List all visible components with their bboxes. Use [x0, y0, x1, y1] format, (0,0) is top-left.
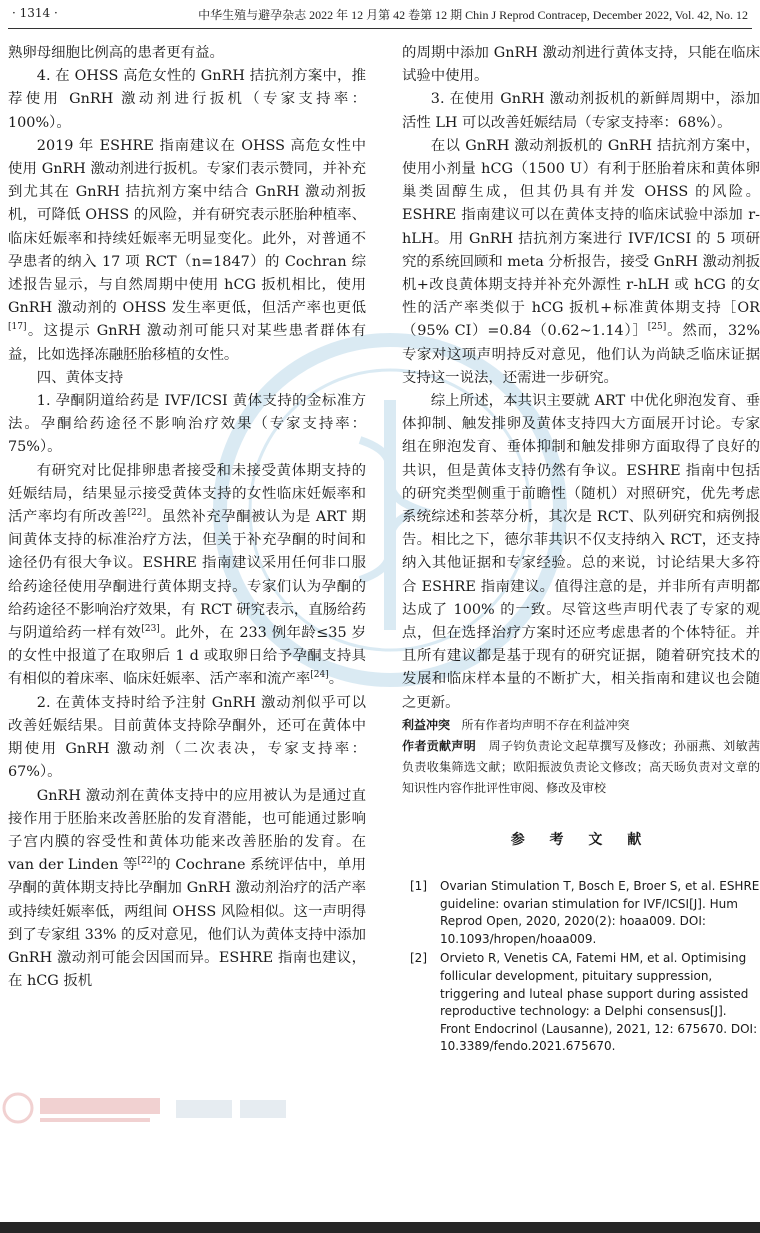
paragraph: GnRH 激动剂在黄体支持中的应用被认为是通过直接作用于胚胎来改善胚胎的发育潜能，也可能通过影响子宫内膜的容受性和黄体功能来改善胚胎的发育。在 van der Linden 等[22]的 Cochrane 系统评估中，单用孕酮的黄体期支持比孕酮加 GnRH 激动剂治疗的活产率或持续妊娠率低，两组间 OHSS 风险相似。这一声明得到了专家组 33% 的反对意见，他们认为黄体支持中添加 GnRH 激动剂可能会因国而异。ESHRE 指南也建议，在 hCG 扳机	[8, 787, 366, 990]
paragraph: 在以 GnRH 激动剂扳机的 GnRH 拮抗剂方案中，使用小剂量 hCG（1500 U）有利于胚胎着床和黄体卵巢类固醇生成，但其仍具有并发 OHSS 的风险。ESHRE 指南建议可以在黄体支持的临床试验中添加 r-hLH。用 GnRH 拮抗剂方案进行 IVF/ICSI 的 5 项研究的系统回顾和 meta 分析报告，接受 GnRH 激动剂扳机+改良黄体期支持并补充外源性 r-hLH 或 hCG 的女性的活产率类似于 hCG 扳机+标准黄体期支持［OR（95% CI）=0.84（0.62~1.14）］[25]。然而，32% 专家对这项声明持反对意见，他们认为尚缺乏临床证据支持这一说法，还需进一步研究。	[402, 137, 760, 386]
recommendation-4: 4. 在 OHSS 高危女性的 GnRH 拮抗剂方案中，推荐使用 GnRH 激动剂进行扳机（专家支持率：100%）。	[8, 68, 366, 131]
section-heading: 四、黄体支持	[36, 369, 124, 386]
reference-item: [1] Ovarian Stimulation T, Bosch E, Broer S, et al. ESHRE guideline: ovarian stimulation for IVF/ICSI[J]. Hum Reprod Open, 2020, 2020(2): hoaa009. DOI: 10.1093/hropen/hoaa009.	[410, 879, 760, 946]
citation: [22]	[127, 508, 146, 519]
author-contributions: 作者贡献声明 周子钧负责论文起草撰写及修改；孙丽燕、刘敏茜负责收集筛选文献；欧阳振波负责论文修改；高天旸负责对文章的知识性内容作批评性审阅、修改及审校	[402, 738, 760, 795]
publisher-logo-icon	[0, 1088, 300, 1128]
right-column	[402, 42, 760, 1058]
recommendation-1: 1. 孕酮阴道给药是 IVF/ICSI 黄体支持的金标准方法。孕酮给药途径不影响治疗效果（专家支持率：75%）。	[8, 393, 366, 456]
citation: [24]	[310, 670, 329, 681]
citation: [22]	[137, 856, 156, 867]
bottom-bar	[0, 1222, 760, 1233]
left-column	[8, 42, 366, 993]
journal-running-title: 中华生殖与避孕杂志 2022 年 12 月第 42 卷第 12 期 Chin J Reprod Contracep, December 2022, Vol. 42, No. 12	[198, 8, 748, 22]
paragraph: 的周期中添加 GnRH 激动剂进行黄体支持，只能在临床试验中使用。	[402, 45, 760, 85]
conclusion-paragraph: 综上所述，本共识主要就 ART 中优化卵泡发育、垂体抑制、触发排卵及黄体支持四大方面展开讨论。专家组在卵泡发育、垂体抑制和触发排卵方面取得了良好的共识，但是黄体支持仍然有争议。ESHRE 指南中包括的研究类型侧重于前瞻性（随机）对照研究，优先考虑系统综述和荟萃分析，其次是 RCT、队列研究和病例报告。相比之下，德尔菲共识不仅支持纳入 RCT，还支持纳入其他证据和专家经验。总的来说，讨论结果大多符合 ESHRE 指南建议。值得注意的是，并非所有声明都达成了 100% 的一致。尽管这些声明代表了专家的观点，但在选择治疗方案时还应考虑患者的个体特征。并且所有建议都是基于现有的研究证据，随着研究技术的发展和临床样本量的不断扩大，相关指南和建议也会随之更新。	[402, 393, 760, 711]
citation: [23]	[141, 624, 160, 635]
conflict-of-interest: 利益冲突 所有作者均声明不存在利益冲突	[402, 717, 630, 732]
references-heading: 参 考 文 献	[510, 831, 652, 848]
page-header	[8, 0, 752, 29]
citation: [17]	[8, 322, 27, 333]
paragraph: 2019 年 ESHRE 指南建议在 OHSS 高危女性中使用 GnRH 激动剂进行扳机。专家们表示赞同，并补充到尤其在 GnRH 拮抗剂方案中结合 GnRH 激动剂扳机，可降低 OHSS 的风险，并有研究表示胚胎种植率、临床妊娠率和持续妊娠率无明显变化。此外，对普通不孕患者的纳入 17 项 RCT（n=1847）的 Cochran 综述报告显示，与自然周期中使用 hCG 扳机相比，使用 GnRH 激动剂的 OHSS 发生率更低，但活产率也更低[17]。这提示 GnRH 激动剂可能只对某些患者群体有益，比如选择冻融胚胎移植的女性。	[8, 137, 366, 363]
recommendation-3: 3. 在使用 GnRH 激动剂扳机的新鲜周期中，添加活性 LH 可以改善妊娠结局（专家支持率：68%）。	[402, 91, 760, 131]
page-number: · 1314 ·	[12, 6, 58, 20]
citation: [25]	[647, 322, 667, 333]
reference-item: [2] Orvieto R, Venetis CA, Fatemi HM, et al. Optimising follicular development, pituitary suppression, triggering and luteal phase support during assisted reproductive technology: a Delphi consensus[J]. Front Endocrinol (Lausanne), 2021, 12: 675670. DOI: 10.3389/fendo.2021.675670.	[410, 951, 758, 1054]
paragraph: 有研究对比促排卵患者接受和未接受黄体期支持的妊娠结局，结果显示接受黄体支持的女性临床妊娠率和活产率均有所改善[22]。虽然补充孕酮被认为是 ART 期间黄体支持的标准治疗方法，但关于补充孕酮的时间和途径仍有很大争议。ESHRE 指南建议采用任何非口服给药途径使用孕酮进行黄体期支持。专家们认为孕酮的给药途径不影响治疗效果，有 RCT 研究表示，直肠给药与阴道给药一样有效[23]。此外，在 233 例年龄≤35 岁的女性中报道了在取卵后 1 d 或取卵日给予孕酮支持具有相似的着床率、临床妊娠率、活产率和流产率[24]。	[8, 462, 366, 688]
reference-list	[402, 878, 760, 1056]
recommendation-2: 2. 在黄体支持时给予注射 GnRH 激动剂似乎可以改善妊娠结果。目前黄体支持除孕酮外，还可在黄体中期使用 GnRH 激动剂（二次表决，专家支持率：67%）。	[8, 694, 366, 781]
paragraph: 熟卵母细胞比例高的患者更有益。	[8, 45, 224, 61]
